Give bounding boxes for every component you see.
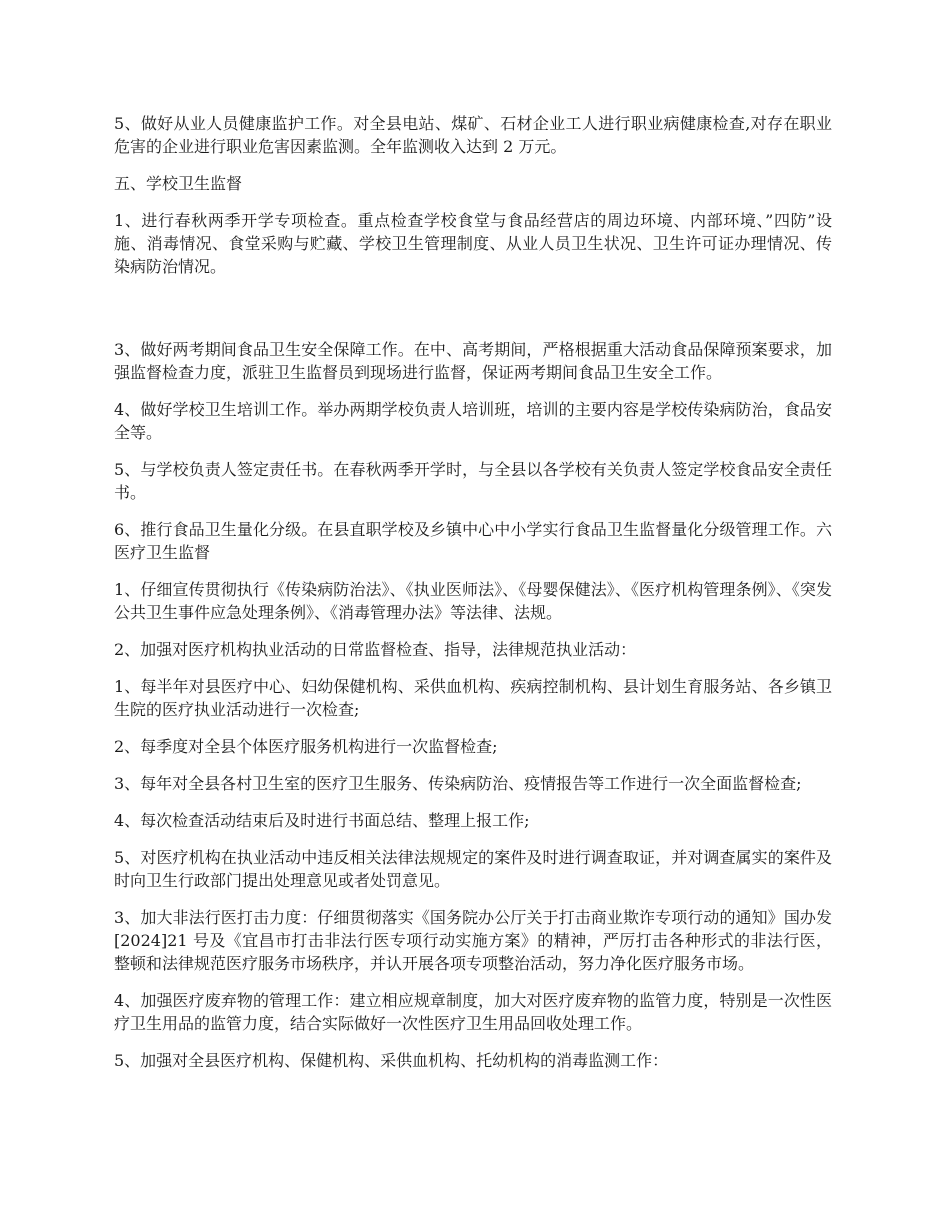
paragraph-summary-report: 4、每次检查活动结束后及时进行书面总结、整理上报工作;	[114, 811, 530, 830]
paragraph-responsibility-letter: 5、与学校负责人签定责任书。在春秋两季开学时，与全县以各学校有关负责人签定学校食品安全责任书。	[114, 460, 832, 502]
paragraph-quarterly-check: 2、每季度对全县个体医疗服务机构进行一次监督检查;	[114, 737, 498, 756]
paragraph-exam-food-safety: 3、做好两考期间食品卫生安全保障工作。在中、高考期间，严格根据重大活动食品保障预案要求，加强监督检查力度，派驻卫生监督员到现场进行监督，保证两考期间食品卫生安全工作。	[114, 340, 832, 382]
paragraph-school-training: 4、做好学校卫生培训工作。举办两期学校负责人培训班，培训的主要内容是学校传染病防治，食品安全等。	[114, 400, 832, 442]
paragraph-annual-check: 3、每年对全县各村卫生室的医疗卫生服务、传染病防治、疫情报告等工作进行一次全面监督检查;	[114, 774, 802, 793]
paragraph-occupational-health: 5、做好从业人员健康监护工作。对全县电站、煤矿、石材企业工人进行职业病健康检查,对存在职业危害的企业进行职业危害因素监测。全年监测收入达到 2 万元。	[114, 114, 832, 156]
paragraph-medical-waste: 4、加强医疗废弃物的管理工作：建立相应规章制度，加大对医疗废弃物的监管力度，特别是一次性医疗卫生用品的监管力度，结合实际做好一次性医疗卫生用品回收处理工作。	[114, 991, 832, 1033]
paragraph-illegal-practice: 3、加大非法行医打击力度：仔细贯彻落实《国务院办公厅关于打击商业欺诈专项行动的通知》国办发[2024]21 号及《宜昌市打击非法行医专项行动实施方案》的精神，严厉打击各种形式的非法行医，整顿和法律规范医疗服务市场秩序，并认开展各项专项整治活动，努力净化医疗服务市场。	[114, 908, 832, 973]
paragraph-school-inspection: 1、进行春秋两季开学专项检查。重点检查学校食堂与食品经营店的周边环境、内部环境、”四防”设施、消毒情况、食堂采购与贮藏、学校卫生管理制度、从业人员卫生状况、卫生许可证办理情况、传染病防治情况。	[114, 211, 832, 276]
section-heading-school-hygiene: 五、学校卫生监督	[114, 174, 243, 193]
paragraph-violation-cases: 5、对医疗机构在执业活动中违反相关法律法规规定的案件及时进行调查取证，并对调查属实的案件及时向卫生行政部门提出处理意见或者处罚意见。	[114, 848, 832, 890]
paragraph-disinfection-monitoring: 5、加强对全县医疗机构、保健机构、采供血机构、托幼机构的消毒监测工作：	[114, 1051, 669, 1070]
paragraph-half-year-check: 1、每半年对县医疗中心、妇幼保健机构、采供血机构、疾病控制机构、县计划生育服务站、各乡镇卫生院的医疗执业活动进行一次检查;	[114, 677, 832, 719]
paragraph-quantified-grading: 6、推行食品卫生量化分级。在县直职学校及乡镇中心中小学实行食品卫生监督量化分级管理工作。六医疗卫生监督	[114, 520, 832, 562]
paragraph-medical-supervision: 2、加强对医疗机构执业活动的日常监督检查、指导，法律规范执业活动：	[114, 640, 637, 659]
paragraph-law-publicity: 1、仔细宣传贯彻执行《传染病防治法》、《执业医师法》、《母婴保健法》、《医疗机构管理条例》、《突发公共卫生事件应急处理条例》、《消毒管理办法》等法律、法规。	[114, 580, 832, 622]
